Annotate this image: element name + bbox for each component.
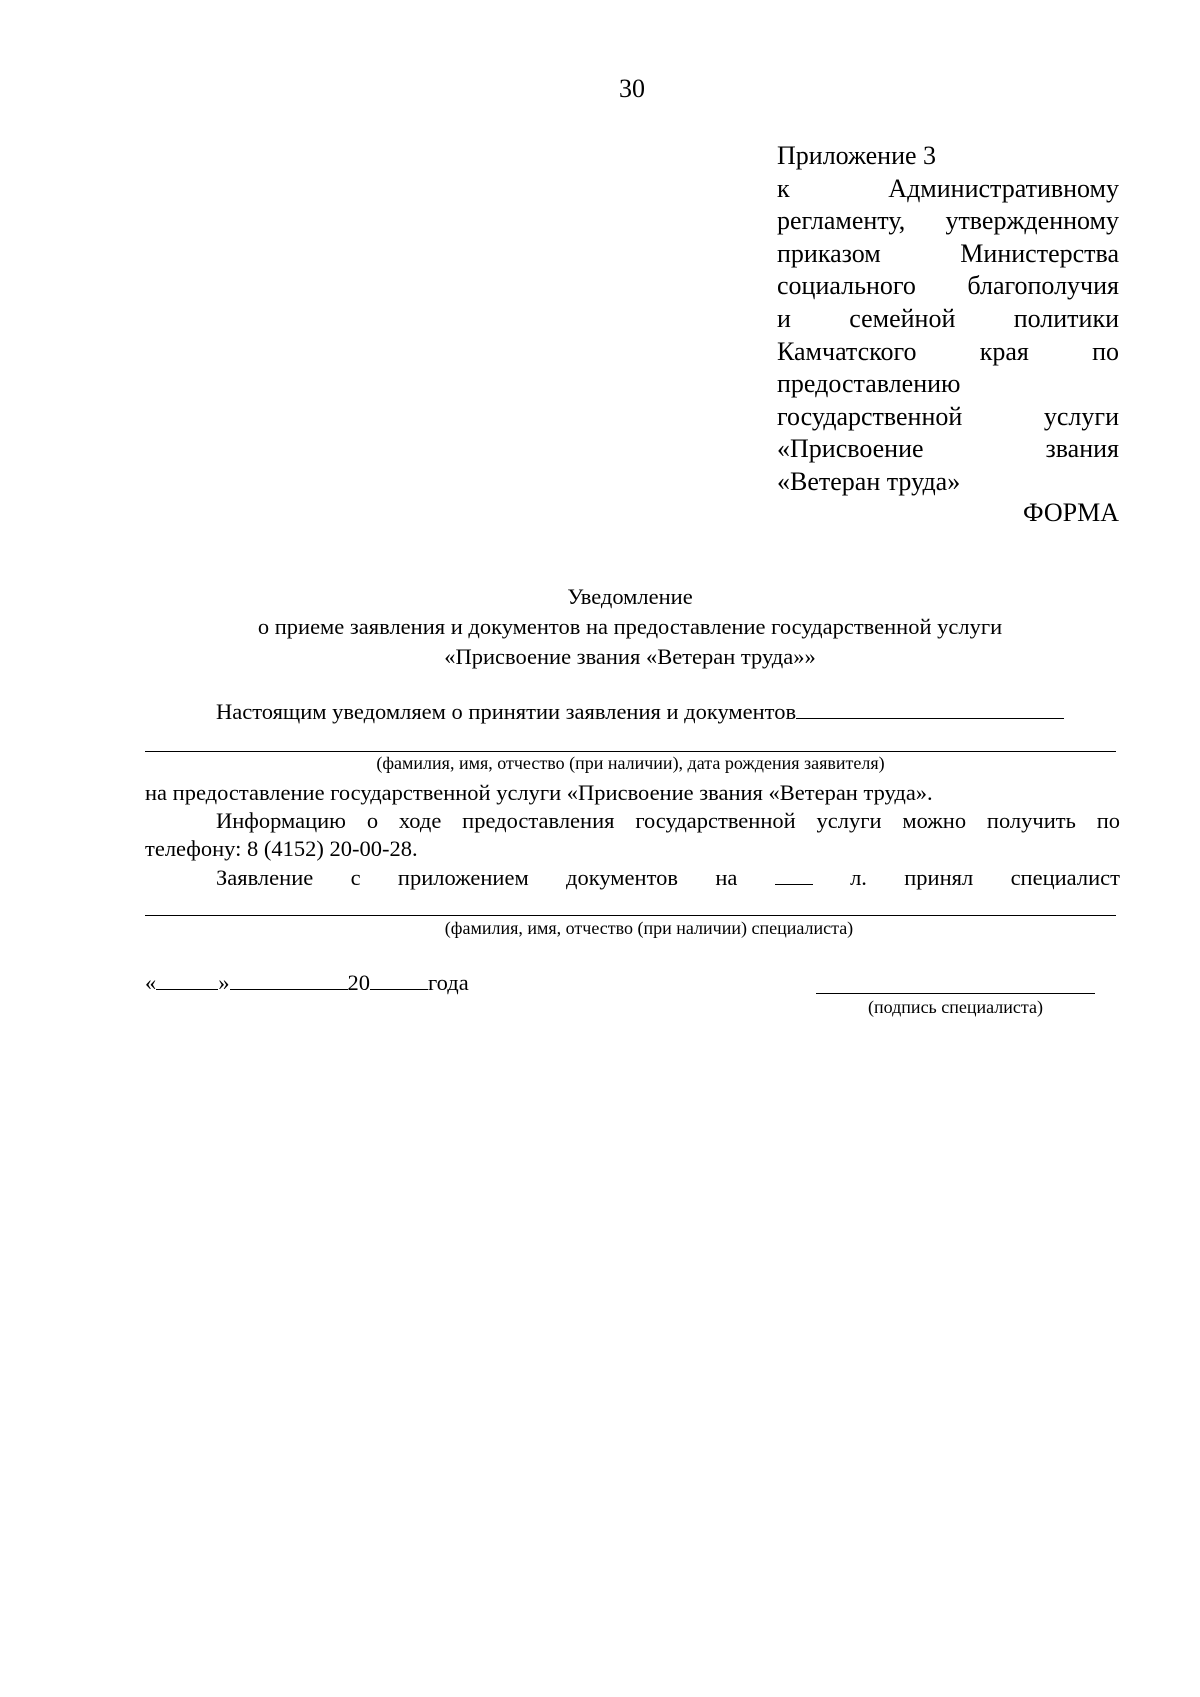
info-line: Информацию о ходе предоставления государственной услуги можно получить по [216, 808, 1120, 833]
appendix-line: Камчатского края по [777, 336, 1119, 366]
accepted-word: Заявление [216, 865, 314, 890]
intro-text: Настоящим уведомляем о принятии заявления и документов [216, 699, 797, 724]
accepted-word: принял [904, 865, 974, 890]
appendix-line: государственной услуги [777, 401, 1119, 431]
appendix-line: регламенту, утвержденному [777, 206, 1119, 236]
notice-title-line: о приеме заявления и документов на предоставление государственной услуги [257, 614, 1003, 639]
appendix-title: Приложение 3 [777, 141, 937, 170]
date-open-quote: « [145, 970, 157, 995]
appendix-line: «Присвоение звания [777, 434, 1119, 464]
specialist-rule[interactable] [145, 915, 1116, 916]
applicant-caption: (фамилия, имя, отчество (при наличии), дата рождения заявителя) [376, 753, 885, 773]
info-phone-line: телефону: 8 (4152) 20-00-28. [145, 836, 418, 861]
accepted-word: документов [566, 865, 678, 890]
appendix-line: к Административному [777, 173, 1119, 203]
date-line [145, 967, 645, 997]
notice-title [145, 582, 1115, 672]
notice-title-line: Уведомление [567, 584, 693, 609]
year-blank[interactable] [370, 967, 428, 990]
accepted-line [216, 862, 1120, 892]
date-suffix: года [428, 970, 469, 995]
specialist-caption: (фамилия, имя, отчество (при наличии) специалиста) [444, 918, 854, 938]
notice-title-line: «Присвоение звания «Ветеран труда»» [444, 644, 816, 669]
year-prefix: 20 [347, 970, 370, 995]
signature-caption: (подпись специалиста) [868, 997, 1043, 1017]
signature-rule[interactable] [816, 993, 1095, 994]
day-blank[interactable] [156, 967, 218, 990]
appendix-header [777, 140, 1119, 499]
page-number: 30 [619, 74, 645, 103]
form-label: ФОРМА [1023, 498, 1119, 527]
intro-line [216, 696, 1116, 726]
accepted-word: специалист [1010, 865, 1120, 890]
appendix-line: предоставлению [777, 369, 961, 399]
appendix-line: «Ветеран труда» [777, 466, 961, 496]
appendix-line: приказом Министерства [777, 238, 1119, 268]
accepted-word: с [350, 865, 361, 890]
date-close-quote: » [218, 970, 230, 995]
applicant-blank[interactable] [796, 696, 1064, 719]
applicant-rule[interactable] [145, 751, 1116, 752]
service-line: на предоставление государственной услуги «Присвоение звания «Ветеран труда». [145, 780, 933, 805]
month-blank[interactable] [230, 967, 348, 990]
sheets-count-blank[interactable] [775, 862, 813, 885]
accepted-word: приложением [397, 865, 529, 890]
accepted-word: на [715, 865, 738, 890]
appendix-line: социального благополучия [777, 271, 1119, 301]
sheets-abbr: л. [850, 865, 867, 890]
appendix-line: и семейной политики [777, 303, 1119, 333]
